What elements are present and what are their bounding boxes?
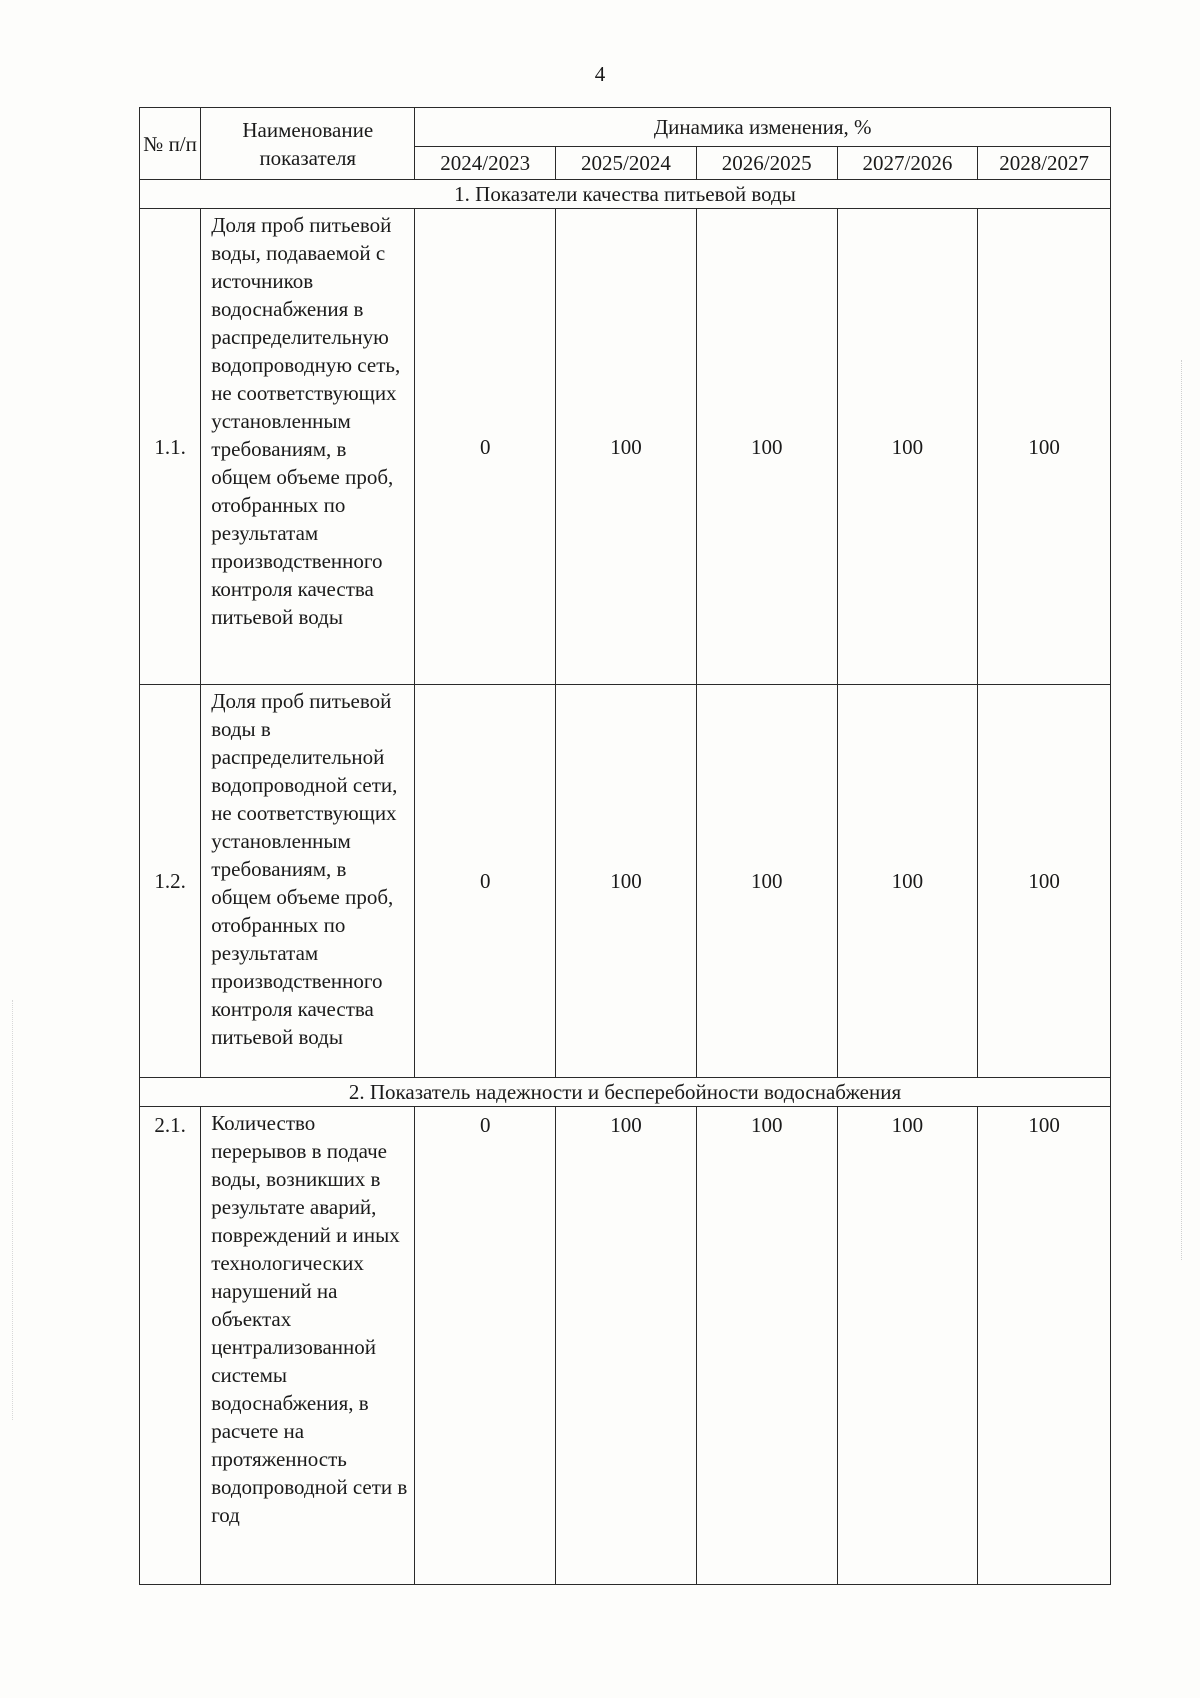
section-title: 2. Показатель надежности и бесперебойности водоснабжения (140, 1078, 1111, 1107)
header-year: 2026/2025 (696, 147, 837, 180)
table-row (140, 209, 1111, 685)
section-title: 1. Показатели качества питьевой воды (140, 180, 1111, 209)
row-number: 1.2. (140, 685, 201, 1078)
row-indicator-name: Доля проб питьевой воды в распределительной водопроводной сети, не соответствующих установленным требованиям, в общем объеме проб, отобранных по результатам производственного контроля качества питьевой воды (201, 685, 415, 1078)
header-num: № п/п (140, 108, 201, 180)
section-row (140, 180, 1111, 209)
indicators-table (139, 107, 1111, 1585)
section-row (140, 1078, 1111, 1107)
row-value: 100 (978, 1107, 1111, 1585)
header-year: 2028/2027 (978, 147, 1111, 180)
row-value: 100 (556, 1107, 697, 1585)
row-number: 2.1. (140, 1107, 201, 1585)
header-year: 2025/2024 (556, 147, 697, 180)
row-value: 100 (978, 685, 1111, 1078)
header-year: 2027/2026 (837, 147, 978, 180)
header-year: 2024/2023 (415, 147, 556, 180)
header-name: Наименование показателя (201, 108, 415, 180)
row-indicator-name: Доля проб питьевой воды, подаваемой с источников водоснабжения в распределительную водопроводную сеть, не соответствующих установленным требованиям, в общем объеме проб, отобранных по результатам производственного контроля качества питьевой воды (201, 209, 415, 685)
row-value: 100 (556, 209, 697, 685)
row-value: 100 (556, 685, 697, 1078)
row-value: 100 (696, 209, 837, 685)
row-number: 1.1. (140, 209, 201, 685)
row-value: 0 (415, 209, 556, 685)
row-indicator-name: Количество перерывов в подаче воды, возникших в результате аварий, повреждений и иных технологических нарушений на объектах централизованной системы водоснабжения, в расчете на протяженность водопроводной сети в год (201, 1107, 415, 1585)
page-number: 4 (594, 62, 606, 86)
row-value: 100 (837, 209, 978, 685)
row-value: 100 (837, 1107, 978, 1585)
table-row (140, 1107, 1111, 1585)
scan-margin-mark (1177, 360, 1182, 1260)
row-value: 100 (696, 1107, 837, 1585)
row-value: 100 (978, 209, 1111, 685)
row-value: 0 (415, 685, 556, 1078)
header-dynamics: Динамика изменения, % (415, 108, 1111, 147)
row-value: 100 (696, 685, 837, 1078)
row-value: 0 (415, 1107, 556, 1585)
scan-margin-mark (12, 1000, 15, 1420)
row-value: 100 (837, 685, 978, 1078)
table-row (140, 685, 1111, 1078)
